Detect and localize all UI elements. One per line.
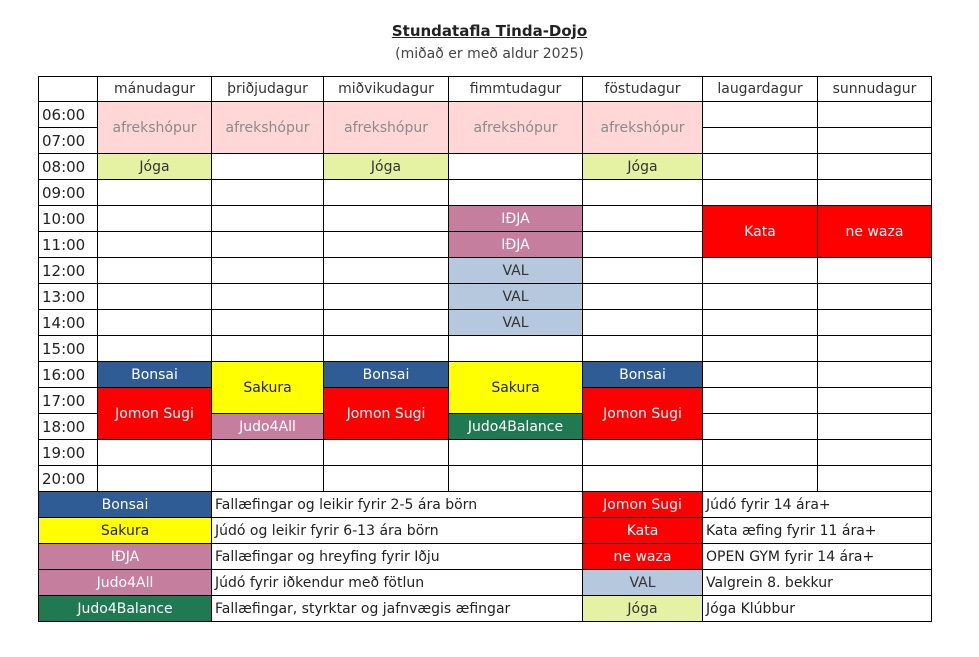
session-judo4balance: Judo4Balance (449, 414, 583, 440)
legend-description: Fallæfingar og hreyfing fyrir Iðju (212, 544, 583, 570)
session-sakura: Sakura (449, 362, 583, 414)
legend-row (39, 570, 932, 596)
session-bonsai: Bonsai (98, 362, 212, 388)
time-label: 13:00 (39, 284, 98, 310)
empty-cell (324, 284, 449, 310)
empty-cell (703, 154, 818, 180)
empty-cell (98, 232, 212, 258)
legend-description: Kata æfing fyrir 11 ára+ (703, 518, 932, 544)
session-val: VAL (449, 284, 583, 310)
session-val: VAL (449, 258, 583, 284)
day-header: laugardagur (703, 77, 818, 102)
empty-cell (583, 232, 703, 258)
session-jomon-sugi: Jomon Sugi (324, 388, 449, 440)
time-label: 09:00 (39, 180, 98, 206)
time-label: 08:00 (39, 154, 98, 180)
empty-cell (818, 128, 932, 154)
empty-cell (818, 102, 932, 128)
legend-description: Júdó og leikir fyrir 6-13 ára börn (212, 518, 583, 544)
time-row (39, 440, 932, 466)
time-row (39, 310, 932, 336)
time-row (39, 154, 932, 180)
session-kata: Kata (703, 206, 818, 258)
empty-cell (324, 336, 449, 362)
session-idja: IÐJA (449, 232, 583, 258)
legend-description: Fallæfingar, styrktar og jafnvægis æfingar (212, 596, 583, 622)
legend-description: Jóga Klúbbur (703, 596, 932, 622)
empty-cell (583, 466, 703, 492)
time-label: 14:00 (39, 310, 98, 336)
page-subtitle: (miðað er með aldur 2025) (395, 46, 584, 62)
empty-cell (324, 440, 449, 466)
session-joga: Jóga (98, 154, 212, 180)
session-joga: Jóga (324, 154, 449, 180)
session-ne-waza: ne waza (818, 206, 932, 258)
time-row (39, 258, 932, 284)
empty-cell (703, 128, 818, 154)
empty-cell (324, 206, 449, 232)
empty-cell (818, 466, 932, 492)
legend-row (39, 492, 932, 518)
legend-row (39, 518, 932, 544)
session-sakura: Sakura (212, 362, 324, 414)
empty-cell (703, 440, 818, 466)
empty-cell (583, 310, 703, 336)
session-afrekshopur: afrekshópur (98, 102, 212, 154)
time-label: 16:00 (39, 362, 98, 388)
time-row (39, 284, 932, 310)
legend-key-judo4balance: Judo4Balance (39, 596, 212, 622)
empty-cell (583, 180, 703, 206)
session-afrekshopur: afrekshópur (212, 102, 324, 154)
empty-cell (818, 310, 932, 336)
legend-key-kata: Kata (583, 518, 703, 544)
empty-cell (212, 310, 324, 336)
empty-cell (583, 206, 703, 232)
session-afrekshopur: afrekshópur (324, 102, 449, 154)
empty-cell (449, 466, 583, 492)
day-header-row (39, 77, 932, 102)
empty-cell (98, 206, 212, 232)
session-afrekshopur: afrekshópur (449, 102, 583, 154)
empty-cell (583, 258, 703, 284)
time-row (39, 102, 932, 128)
empty-cell (324, 310, 449, 336)
empty-cell (818, 388, 932, 414)
empty-cell (212, 284, 324, 310)
empty-cell (449, 336, 583, 362)
legend-key-sakura: Sakura (39, 518, 212, 544)
empty-cell (818, 284, 932, 310)
legend-description: Júdó fyrir iðkendur með fötlun (212, 570, 583, 596)
empty-cell (324, 258, 449, 284)
empty-cell (703, 284, 818, 310)
time-label: 17:00 (39, 388, 98, 414)
empty-cell (212, 180, 324, 206)
time-label: 12:00 (39, 258, 98, 284)
empty-cell (212, 466, 324, 492)
empty-cell (212, 440, 324, 466)
empty-cell (818, 154, 932, 180)
session-joga: Jóga (583, 154, 703, 180)
corner-cell (39, 77, 98, 102)
empty-cell (98, 336, 212, 362)
empty-cell (324, 466, 449, 492)
empty-cell (98, 258, 212, 284)
time-row (39, 362, 932, 388)
empty-cell (583, 440, 703, 466)
legend-key-ne-waza: ne waza (583, 544, 703, 570)
empty-cell (818, 258, 932, 284)
empty-cell (212, 258, 324, 284)
empty-cell (703, 388, 818, 414)
legend-description: OPEN GYM fyrir 14 ára+ (703, 544, 932, 570)
time-row (39, 206, 932, 232)
empty-cell (583, 284, 703, 310)
day-header: þriðjudagur (212, 77, 324, 102)
session-jomon-sugi: Jomon Sugi (583, 388, 703, 440)
empty-cell (818, 414, 932, 440)
legend-key-val: VAL (583, 570, 703, 596)
empty-cell (212, 232, 324, 258)
empty-cell (703, 258, 818, 284)
legend-key-bonsai: Bonsai (39, 492, 212, 518)
empty-cell (98, 310, 212, 336)
time-label: 15:00 (39, 336, 98, 362)
empty-cell (703, 102, 818, 128)
schedule-table (38, 76, 932, 622)
day-header: fimmtudagur (449, 77, 583, 102)
day-header: sunnudagur (818, 77, 932, 102)
empty-cell (703, 180, 818, 206)
time-label: 10:00 (39, 206, 98, 232)
empty-cell (212, 206, 324, 232)
legend-row (39, 596, 932, 622)
empty-cell (98, 466, 212, 492)
legend-description: Júdó fyrir 14 ára+ (703, 492, 932, 518)
empty-cell (449, 180, 583, 206)
time-label: 06:00 (39, 102, 98, 128)
empty-cell (324, 180, 449, 206)
empty-cell (449, 440, 583, 466)
legend-key-joga: Jóga (583, 596, 703, 622)
empty-cell (98, 440, 212, 466)
time-label: 19:00 (39, 440, 98, 466)
legend-description: Fallæfingar og leikir fyrir 2-5 ára börn (212, 492, 583, 518)
empty-cell (98, 180, 212, 206)
time-label: 07:00 (39, 128, 98, 154)
empty-cell (449, 154, 583, 180)
empty-cell (212, 154, 324, 180)
empty-cell (703, 466, 818, 492)
legend-key-judo4all: Judo4All (39, 570, 212, 596)
empty-cell (98, 284, 212, 310)
time-row (39, 180, 932, 206)
time-label: 20:00 (39, 466, 98, 492)
empty-cell (212, 336, 324, 362)
session-val: VAL (449, 310, 583, 336)
session-bonsai: Bonsai (583, 362, 703, 388)
time-label: 18:00 (39, 414, 98, 440)
time-row (39, 466, 932, 492)
day-header: mánudagur (98, 77, 212, 102)
time-row (39, 336, 932, 362)
empty-cell (703, 310, 818, 336)
page-title: Stundatafla Tinda-Dojo (391, 22, 588, 40)
session-bonsai: Bonsai (324, 362, 449, 388)
empty-cell (703, 414, 818, 440)
session-judo4all: Judo4All (212, 414, 324, 440)
day-header: miðvikudagur (324, 77, 449, 102)
empty-cell (818, 180, 932, 206)
empty-cell (324, 232, 449, 258)
empty-cell (818, 362, 932, 388)
empty-cell (703, 336, 818, 362)
empty-cell (818, 336, 932, 362)
legend-row (39, 544, 932, 570)
session-afrekshopur: afrekshópur (583, 102, 703, 154)
empty-cell (703, 362, 818, 388)
legend-key-jomon-sugi: Jomon Sugi (583, 492, 703, 518)
time-label: 11:00 (39, 232, 98, 258)
day-header: föstudagur (583, 77, 703, 102)
legend-description: Valgrein 8. bekkur (703, 570, 932, 596)
session-idja: IÐJA (449, 206, 583, 232)
empty-cell (583, 336, 703, 362)
session-jomon-sugi: Jomon Sugi (98, 388, 212, 440)
legend-key-idja: IÐJA (39, 544, 212, 570)
empty-cell (818, 440, 932, 466)
